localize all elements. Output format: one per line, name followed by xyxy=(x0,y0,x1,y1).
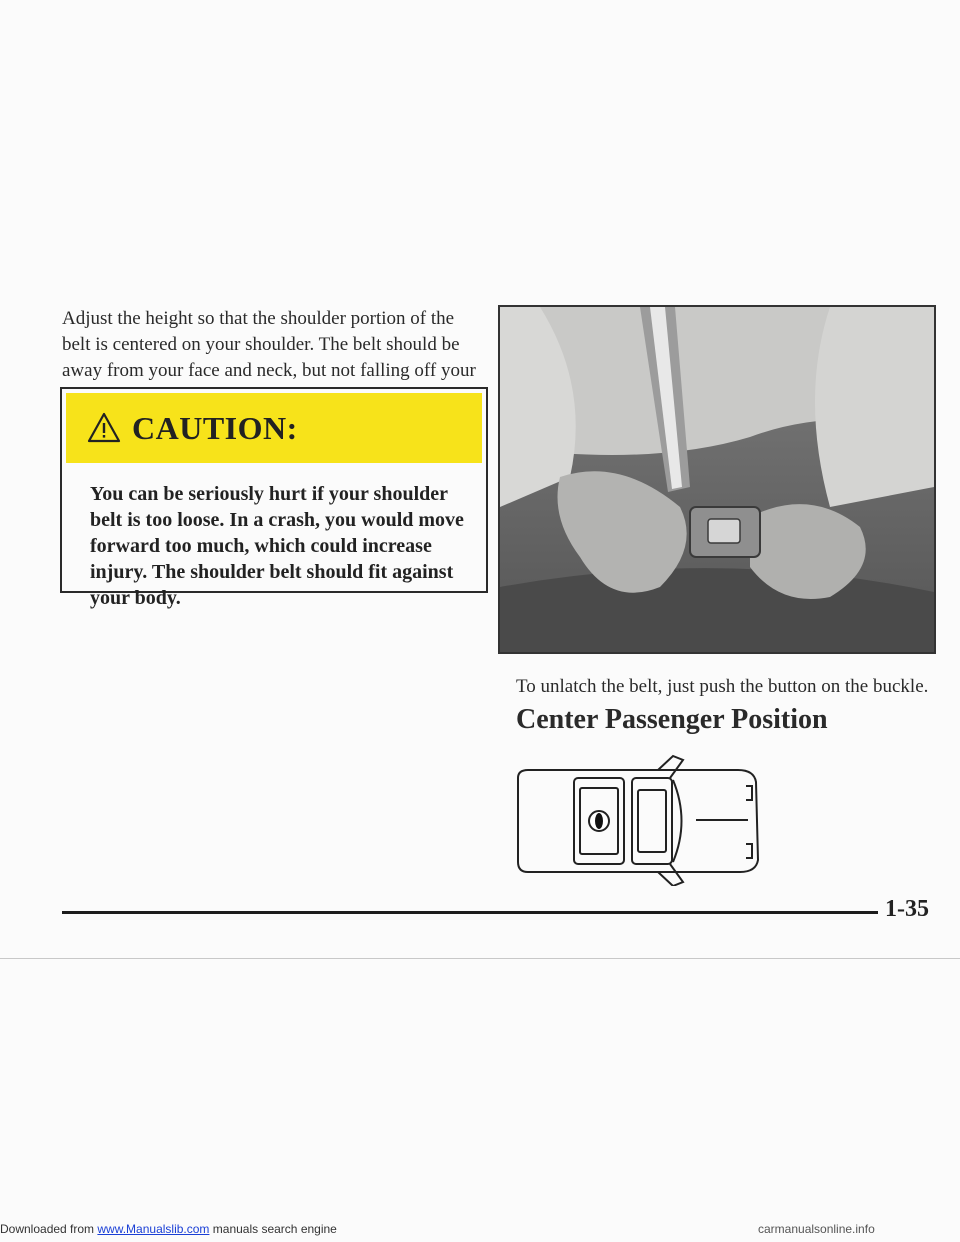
caution-title: CAUTION: xyxy=(132,409,298,446)
caution-header xyxy=(66,393,482,463)
page-edge-line xyxy=(0,958,960,959)
warning-triangle-icon xyxy=(86,410,122,446)
intro-paragraph: Adjust the height so that the shoulder portion of the belt is centered on your shoulder. The belt should be away from your face and neck, but not falling off your xyxy=(62,308,476,381)
buckle-photo xyxy=(498,305,936,654)
footer-prefix: Downloaded from xyxy=(0,1222,98,1236)
caution-box xyxy=(60,387,488,609)
download-footer xyxy=(0,1222,337,1236)
footer-suffix: manuals search engine xyxy=(209,1222,337,1236)
footer-link[interactable]: www.Manualslib.com xyxy=(97,1222,210,1236)
center-seat-diagram xyxy=(508,750,770,886)
photo-caption: To unlatch the belt, just push the button on the buckle. xyxy=(516,676,929,697)
watermark: carmanualsonline.info xyxy=(758,1222,875,1236)
caution-text: You can be seriously hurt if your shoulder belt is too loose. In a crash, you would move forward too much, which could increase injury. The shoulder belt should fit against your body. xyxy=(90,483,464,609)
section-heading: Center Passenger Position xyxy=(516,704,828,735)
page-rule xyxy=(62,911,878,914)
page-number: 1-35 xyxy=(885,896,929,922)
